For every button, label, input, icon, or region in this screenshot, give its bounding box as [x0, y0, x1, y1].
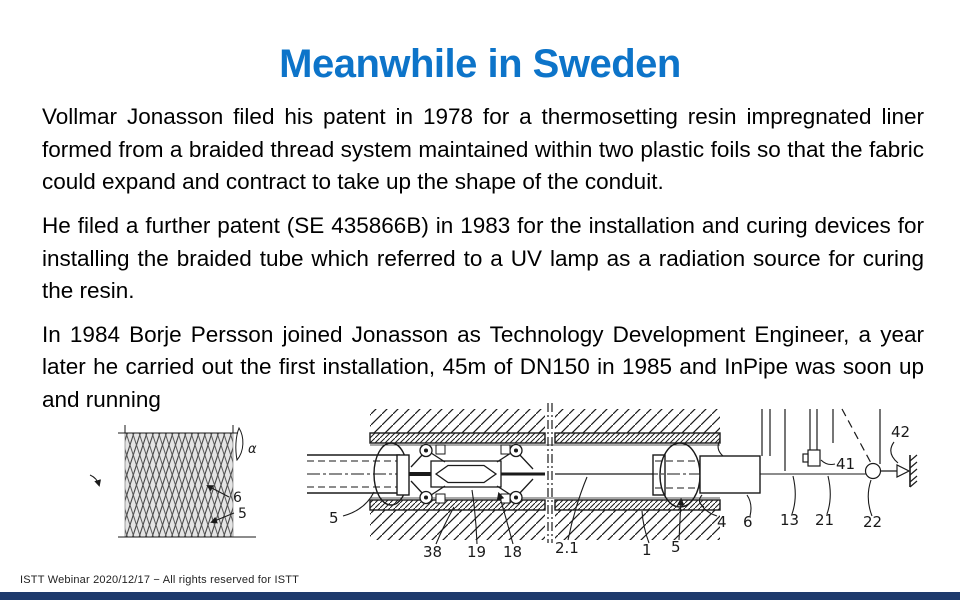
braid-swatch: [125, 433, 233, 537]
pulley: [866, 464, 881, 479]
label-38: 38: [423, 543, 443, 561]
paragraph-1978-patent: Vollmar Jonasson filed his patent in 1978 for a thermosetting resin impregnated liner formed from a braided thread system maintained within two plastic foils so that the fabric could expand and contract to take up the shape of the conduit.: [42, 104, 924, 195]
installation-figure: [305, 403, 960, 568]
label-4: 4: [717, 513, 727, 531]
label-41: 41: [836, 455, 856, 473]
body-text-block: [42, 101, 924, 428]
braid-figure-drawing: [78, 425, 273, 570]
label-5-left: 5: [329, 509, 339, 527]
label-19: 19: [467, 543, 487, 561]
braid-figure: [78, 425, 273, 570]
slide-title: Meanwhile in Sweden: [279, 42, 681, 86]
surface-rig: [762, 409, 917, 487]
braid-left-arrow: [90, 475, 99, 485]
winch-motor: [808, 450, 820, 466]
installation-figure-drawing: [305, 403, 960, 568]
reference-numerals: [329, 423, 910, 561]
paragraph-1983-patent: He filed a further patent (SE 435866B) in 1983 for the installation and curing devices for installing the braided tube which referred to a UV lamp as a radiation source for curing the resin.: [42, 212, 924, 304]
label-13: 13: [780, 511, 800, 529]
label-22: 22: [863, 513, 883, 531]
paragraph-1984-persson: In 1984 Borje Persson joined Jonasson as Technology Development Engineer, a year later he carried out the first installation, 45m of DN150 in 1985 and InPipe was soon up and running: [42, 321, 924, 412]
label-21-right: 21: [815, 511, 835, 529]
braid-label-6: 6: [233, 490, 242, 506]
section-break-lines: [548, 403, 552, 543]
anchor-triangle: [897, 465, 909, 477]
label-42: 42: [891, 423, 911, 441]
braid-label-5: 5: [238, 506, 247, 522]
label-6: 6: [743, 513, 753, 531]
label-21-center: 2.1: [555, 539, 579, 557]
end-packer-and-cylinder: [645, 440, 867, 507]
uv-lamp-carrier: [409, 445, 545, 504]
label-1: 1: [642, 541, 652, 559]
bottom-accent-bar: [0, 592, 960, 600]
footer-copyright: ISTT Webinar 2020/12/17 − All rights reserved for ISTT: [20, 574, 300, 586]
label-18: 18: [503, 543, 523, 561]
label-5-right: 5: [671, 538, 681, 556]
braid-label-alpha: α: [248, 442, 257, 457]
